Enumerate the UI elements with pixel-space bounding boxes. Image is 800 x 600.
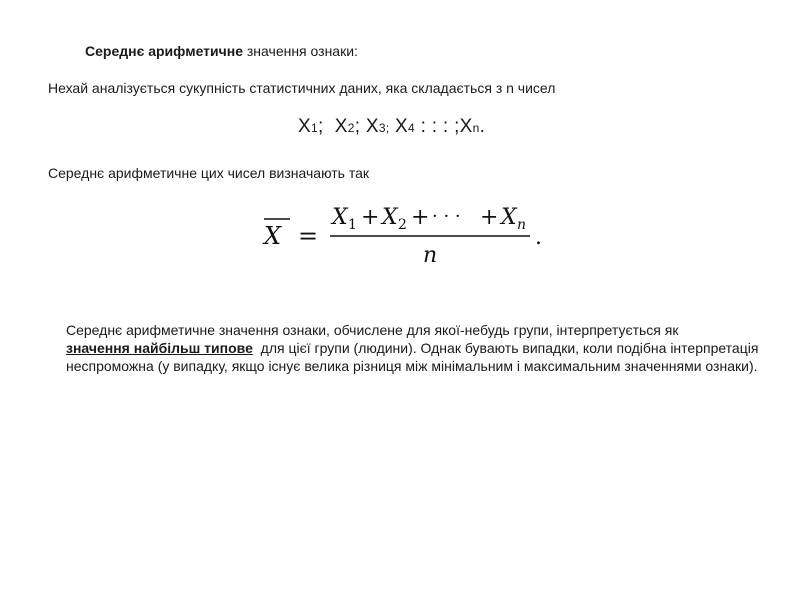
paragraph-strong: значення найбільш типове [66, 340, 253, 356]
seq-x1: X [298, 116, 311, 137]
equals-sign: = [298, 222, 319, 250]
seq-x2: X [334, 116, 348, 137]
num-x1: X [332, 205, 348, 230]
paragraph-part2: для цієї групи (людини). Однак бувають випадки, коли подібна інтерпретація неспроможна (у випадку, якщо існує велика різниця між мінімальним і максимальним значеннями ознаки). [66, 340, 763, 374]
paragraph-part1: Середнє арифметичне значення ознаки, обчислене для якої-небудь групи, інтерпретується як [66, 322, 679, 338]
mean-formula-svg [258, 196, 578, 270]
rule-text: Середнє арифметичне цих чисел визначають так [48, 165, 370, 181]
num-sub2: 2 [398, 217, 407, 233]
number-sequence [298, 116, 485, 138]
heading-rest: значення ознаки: [243, 43, 358, 59]
seq-subn: n [472, 121, 480, 135]
num-subn: n [517, 217, 527, 233]
num-dots: · · · [432, 206, 461, 227]
formula-period: . [535, 225, 542, 250]
num-plus1: + [361, 205, 380, 230]
num-xn: X [501, 205, 517, 230]
seq-xn: X [459, 116, 473, 137]
seq-sub1: 1 [310, 121, 318, 135]
intro-text: Нехай аналізується сукупність статистичних даних, яка складається з n чисел [48, 80, 556, 96]
seq-x3: X [365, 116, 379, 137]
seq-end: . [479, 116, 486, 137]
seq-sub4: 4 [408, 121, 416, 135]
seq-sub3: 3; [378, 121, 390, 135]
num-plus3: + [480, 205, 499, 230]
lhs-x: X [264, 222, 282, 250]
slide-heading [85, 43, 358, 59]
seq-x4: X [395, 116, 409, 137]
seq-sub2: 2 [347, 121, 355, 135]
seq-sep4: : : : ; [415, 116, 460, 137]
den-n: n [423, 243, 438, 268]
num-plus2: + [411, 205, 430, 230]
mean-formula [258, 196, 578, 270]
seq-sep1: ; [317, 116, 335, 137]
heading-bold: Середнє арифметичне [85, 43, 243, 59]
interpretation-paragraph [66, 321, 766, 375]
num-sub1: 1 [348, 217, 357, 233]
num-x2: X [382, 205, 398, 230]
seq-sep2: ; [354, 116, 366, 137]
